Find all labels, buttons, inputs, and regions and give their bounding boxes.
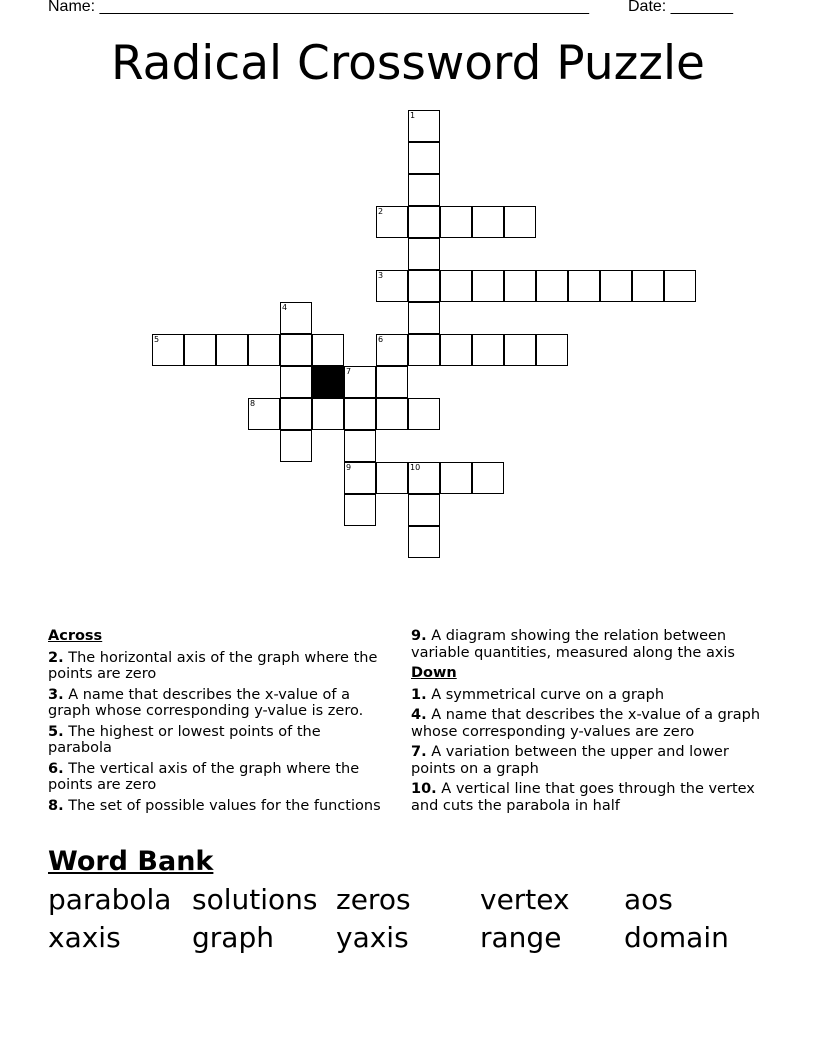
crossword-cell[interactable] [248,398,280,430]
crossword-cell[interactable] [504,270,536,302]
crossword-cell[interactable] [664,270,696,302]
word-bank-item: aos [624,883,673,916]
crossword-cell[interactable] [536,334,568,366]
clue-number: 4. [411,707,427,723]
crossword-cell[interactable] [376,366,408,398]
clue-text: The vertical axis of the graph where the points are zero [48,760,360,793]
word-bank-item: yaxis [336,921,409,954]
crossword-cell[interactable] [408,238,440,270]
clue-text: A name that describes the x-value of a graph whose corresponding y-values are zero [411,707,761,740]
crossword-cell[interactable] [408,110,440,142]
clue-text: A name that describes the x-value of a graph whose corresponding y-value is zero. [48,686,364,719]
clue-number: 8. [48,797,64,814]
crossword-cell[interactable] [408,206,440,238]
down-clue-7 [411,744,761,777]
crossword-cell[interactable] [408,334,440,366]
crossword-cell[interactable] [568,270,600,302]
down-clue-1 [411,687,761,704]
clue-number-label: 3 [378,271,384,280]
across-clue-6 [48,761,388,794]
clue-text: The horizontal axis of the graph where the points are zero [48,649,378,682]
crossword-cell[interactable] [408,398,440,430]
clue-text: The set of possible values for the functions [68,797,381,814]
word-bank-item: parabola [48,883,172,916]
crossword-cell[interactable] [376,398,408,430]
crossword-cell[interactable] [440,270,472,302]
crossword-cell[interactable] [408,462,440,494]
clues-right-column [411,628,761,818]
clue-number: 5. [48,723,64,740]
down-clue-10 [411,781,761,814]
crossword-cell[interactable] [344,494,376,526]
crossword-cell[interactable] [280,398,312,430]
clue-text: The highest or lowest points of the parabola [48,723,321,756]
clue-number-label: 9 [346,463,352,472]
clue-number: 10. [411,781,437,797]
crossword-cell[interactable] [344,398,376,430]
down-heading: Down [411,665,457,681]
clue-number-label: 2 [378,207,384,216]
across-clue-5 [48,724,388,757]
crossword-cell[interactable] [472,270,504,302]
clue-text: A vertical line that goes through the vertex and cuts the parabola in half [411,781,755,814]
crossword-cell[interactable] [472,462,504,494]
crossword-cell[interactable] [440,462,472,494]
name-field: Name: _______________________________________________________ [48,0,589,15]
crossword-cell[interactable] [280,334,312,366]
clue-number: 6. [48,760,64,777]
crossword-block-cell [312,366,344,398]
crossword-cell[interactable] [600,270,632,302]
clue-text: A diagram showing the relation between variable quantities, measured along the axis [411,628,735,661]
crossword-cell[interactable] [376,206,408,238]
crossword-cell[interactable] [312,398,344,430]
crossword-cell[interactable] [632,270,664,302]
clue-text: A symmetrical curve on a graph [431,686,665,703]
clue-number: 2. [48,649,64,666]
clue-number: 7. [411,744,427,760]
crossword-cell[interactable] [472,334,504,366]
crossword-cell[interactable] [344,462,376,494]
crossword-cell[interactable] [376,270,408,302]
word-bank-item: xaxis [48,921,121,954]
date-field: Date: _______ [628,0,733,15]
clue-number-label: 4 [282,303,288,312]
crossword-cell[interactable] [280,430,312,462]
word-bank-item: zeros [336,883,411,916]
word-bank-item: solutions [192,883,318,916]
crossword-cell[interactable] [408,494,440,526]
crossword-cell[interactable] [344,430,376,462]
down-clue-4 [411,707,761,740]
crossword-cell[interactable] [536,270,568,302]
across-heading: Across [48,628,103,644]
crossword-cell[interactable] [472,206,504,238]
crossword-cell[interactable] [376,334,408,366]
crossword-cell[interactable] [408,302,440,334]
word-bank-item: domain [624,921,729,954]
word-bank-title: Word Bank [48,846,214,877]
crossword-cell[interactable] [184,334,216,366]
crossword-cell[interactable] [440,206,472,238]
word-bank-item: graph [192,921,274,954]
crossword-cell[interactable] [376,462,408,494]
crossword-cell[interactable] [280,302,312,334]
crossword-cell[interactable] [504,334,536,366]
across-clue-2 [48,650,388,683]
crossword-cell[interactable] [312,334,344,366]
clue-number-label: 1 [410,111,416,120]
clue-number-label: 5 [154,335,160,344]
clues-left-column [48,628,388,818]
clue-number-label: 6 [378,335,384,344]
word-bank-item: vertex [480,883,570,916]
crossword-cell[interactable] [248,334,280,366]
clue-number-label: 10 [410,463,421,472]
crossword-cell[interactable] [408,174,440,206]
crossword-cell[interactable] [280,366,312,398]
clue-number-label: 8 [250,399,256,408]
word-bank-item: range [480,921,562,954]
clue-number: 1. [411,686,427,703]
crossword-cell[interactable] [440,334,472,366]
clue-number: 3. [48,686,64,703]
crossword-cell[interactable] [408,526,440,558]
clue-text: A variation between the upper and lower points on a graph [411,744,729,777]
across-clue-8 [48,798,388,815]
crossword-cell[interactable] [504,206,536,238]
crossword-cell[interactable] [344,366,376,398]
clue-number-label: 7 [346,367,352,376]
word-bank [48,882,768,956]
clue-number: 9. [411,628,427,644]
across-clue-3 [48,687,388,720]
crossword-cell[interactable] [408,270,440,302]
crossword-cell[interactable] [216,334,248,366]
crossword-cell[interactable] [408,142,440,174]
across-clue-9 [411,628,761,661]
crossword-cell[interactable] [152,334,184,366]
page-title: Radical Crossword Puzzle [111,36,705,91]
